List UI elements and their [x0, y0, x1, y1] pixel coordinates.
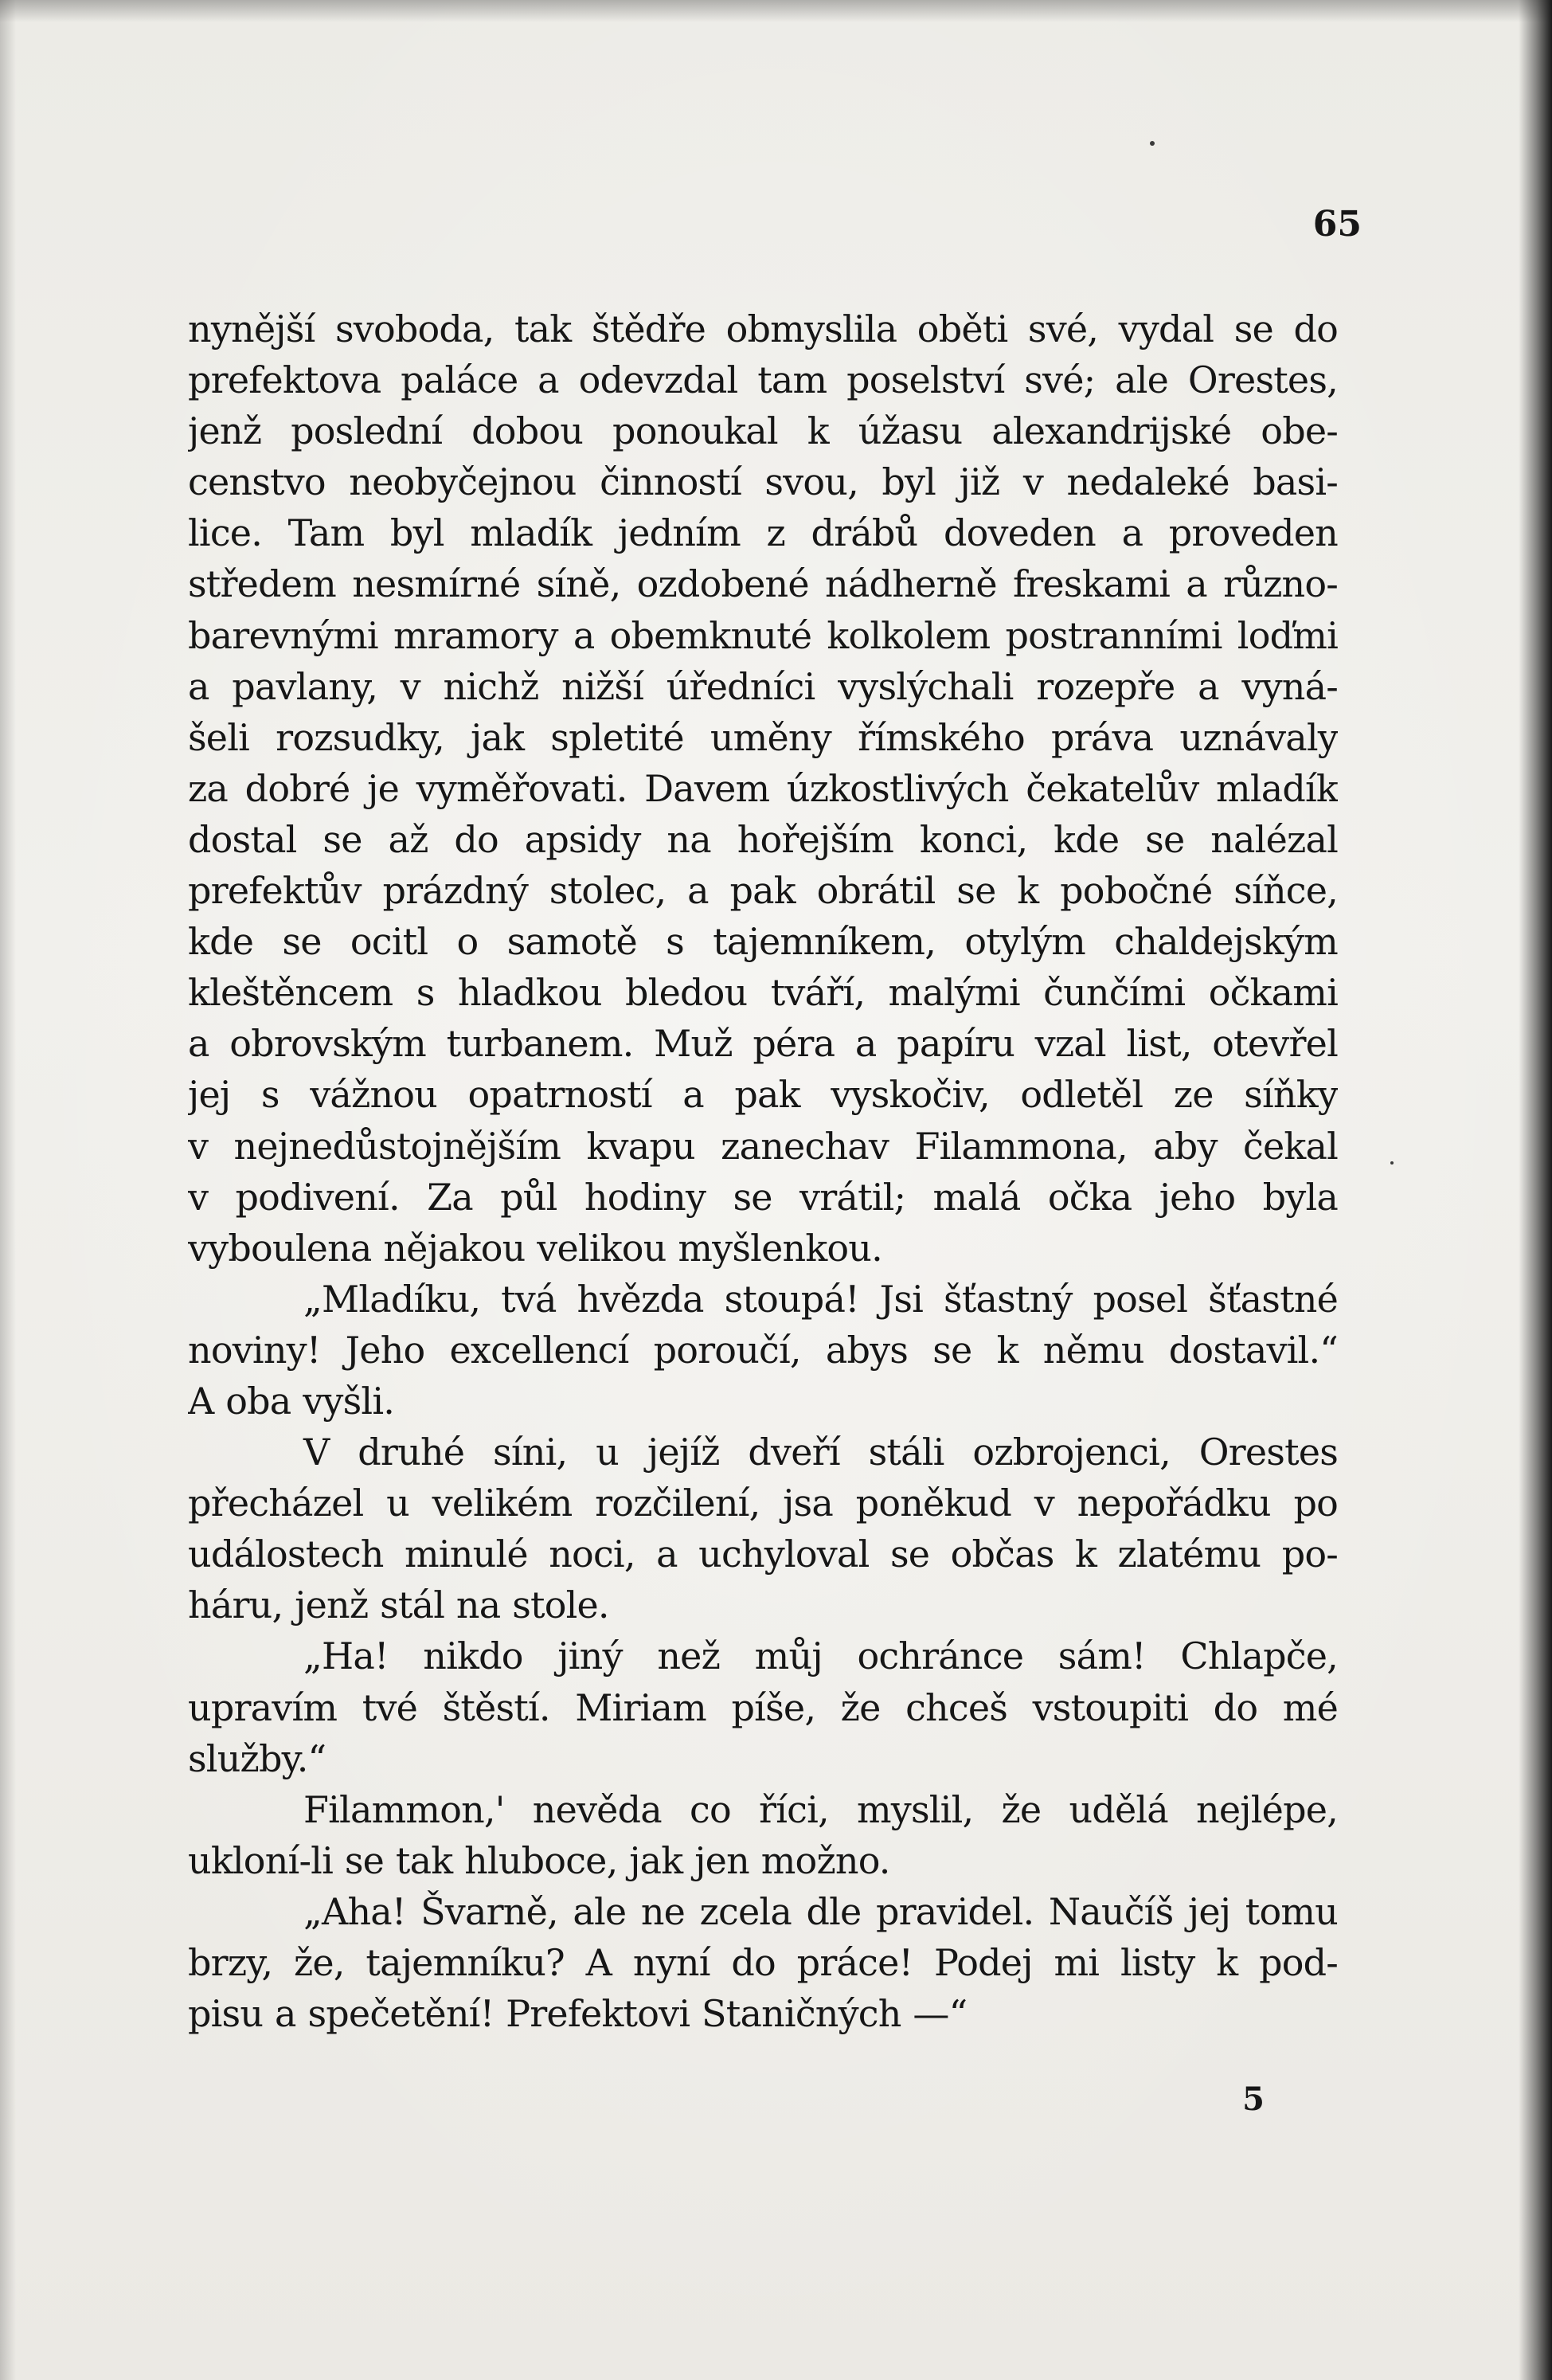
text-line: pisu a spečetění! Prefektovi Staničných —“ [188, 1992, 968, 2036]
text-line: vyboulena nějakou velikou myšlenkou. [188, 1226, 882, 1270]
text-line: „Mladíku, tvá hvězda stoupá! Jsi šťastný posel šťastné [303, 1277, 1338, 1321]
text-line: středem nesmírné síně, ozdobené nádherně freskami a různo- [188, 562, 1338, 606]
text-line: ukloní-li se tak hluboce, jak jen možno. [188, 1838, 890, 1882]
text-line: a pavlany, v nichž nižší úředníci vyslýchali rozepře a vyná- [188, 664, 1338, 708]
text-line: prefektova paláce a odevzdal tam poselství své; ale Orestes, [188, 358, 1338, 402]
body-text [188, 303, 1338, 2039]
text-line: V druhé síni, u jejíž dveří stáli ozbrojenci, Orestes [303, 1431, 1338, 1474]
text-line: šeli rozsudky, jak spletité uměny římského práva uznávaly [188, 715, 1338, 759]
page-number: 65 [1312, 204, 1362, 245]
text-line: v nejnedůstojnějším kvapu zanechav Filammona, aby čekal [188, 1124, 1338, 1168]
print-speck [1150, 141, 1155, 146]
text-line: a obrovským turbanem. Muž péra a papíru vzal list, otevřel [188, 1022, 1338, 1066]
print-speck [1390, 1161, 1394, 1165]
page-top-shadow [0, 0, 1552, 22]
text-line: nynější svoboda, tak štědře obmyslila oběti své, vydal se do [188, 307, 1338, 350]
text-line: A oba vyšli. [188, 1379, 395, 1423]
text-line: censtvo neobyčejnou činností svou, byl již v nedaleké basi- [188, 460, 1338, 504]
signature-mark: 5 [1242, 2081, 1265, 2118]
text-line: barevnými mramory a obemknuté kolkolem postranními loďmi [188, 613, 1338, 657]
page-binding-shadow [1519, 0, 1552, 2380]
text-line: služby.“ [188, 1736, 326, 1780]
text-line: jej s vážnou opatrností a pak vyskočiv, odletěl ze síňky [188, 1073, 1338, 1117]
text-line: kde se ocitl o samotě s tajemníkem, otylým chaldejským [188, 920, 1338, 964]
text-line: lice. Tam byl mladík jedním z drábů doveden a proveden [188, 511, 1338, 555]
text-line: „Aha! Švarně, ale ne zcela dle pravidel. Naučíš jej tomu [303, 1889, 1338, 1933]
text-line: háru, jenž stál na stole. [188, 1583, 609, 1627]
text-line: přecházel u velikém rozčilení, jsa poněkud v nepořádku po [188, 1482, 1338, 1525]
text-line: kleštěncem s hladkou bledou tváří, malými čunčími očkami [188, 971, 1338, 1015]
text-line: brzy, že, tajemníku? A nyní do práce! Podej mi listy k pod- [188, 1941, 1338, 1984]
text-line: jenž poslední dobou ponoukal k úžasu alexandrijské obe- [188, 409, 1338, 453]
text-line: v podivení. Za půl hodiny se vrátil; malá očka jeho byla [188, 1175, 1338, 1219]
text-line: za dobré je vyměřovati. Davem úzkostlivých čekatelův mladík [188, 766, 1338, 810]
text-line: noviny! Jeho excellencí poroučí, abys se k němu dostavil.“ [188, 1328, 1338, 1372]
text-line: „Ha! nikdo jiný než můj ochránce sám! Chlapče, [303, 1634, 1338, 1678]
text-line: Filammon,' nevěda co říci, myslil, že udělá nejlépe, [303, 1787, 1338, 1831]
text-line: upravím tvé štěstí. Miriam píše, že chceš vstoupiti do mé [188, 1685, 1338, 1729]
text-line: událostech minulé noci, a uchyloval se občas k zlatému po- [188, 1533, 1338, 1576]
text-line: prefektův prázdný stolec, a pak obrátil se k pobočné síňce, [188, 869, 1338, 913]
page-left-shadow [0, 0, 16, 2380]
text-line: dostal se až do apsidy na hořejším konci, kde se nalézal [188, 817, 1338, 861]
